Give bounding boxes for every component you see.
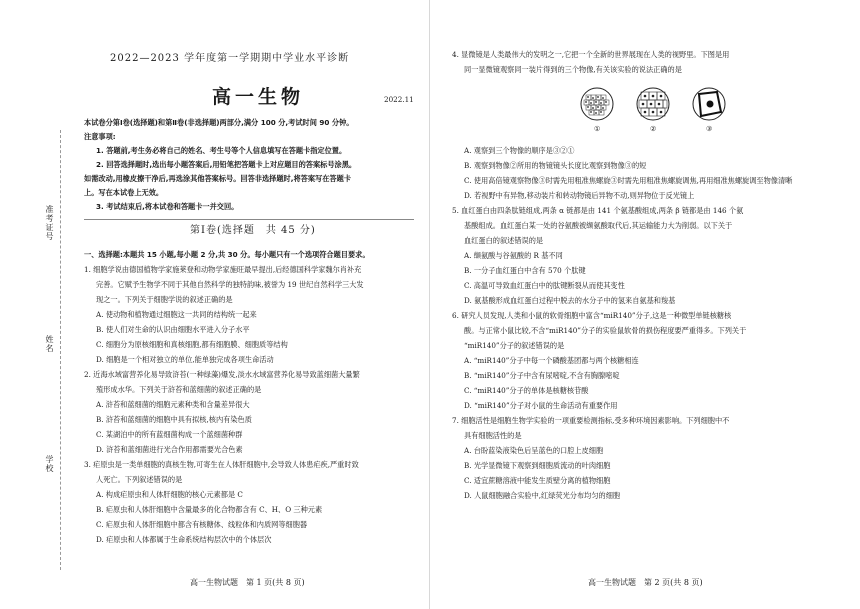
right-page-body <box>430 0 860 609</box>
question-line: 现之一。下列关于细胞学说的叙述正确的是 <box>96 295 233 304</box>
option-line: B. 一分子血红蛋白中含有 570 个肽键 <box>464 266 586 275</box>
intro-line: 1. 答题前,考生务必将自己的姓名、考生号等个人信息填写在答题卡指定位置。 <box>96 146 347 155</box>
question-line: 一、选择题:本题共 15 小题,每小题 2 分,共 30 分。每小题只有一个选项符合题目要求。 <box>84 250 370 259</box>
option-line: B. 观察到物像②所用的物镜镜头长度比观察到物像③的短 <box>464 161 647 170</box>
page-footer: 高一生物试题 第 2 页(共 8 页) <box>588 578 703 587</box>
option-line: A. 观察到三个物像的顺序是③②① <box>464 146 575 155</box>
option-line: D. 疟原虫和人体都属于生命系统结构层次中的个体层次 <box>96 535 272 544</box>
option-line: C. 高温可导致血红蛋白中的肽键断裂从而使其变性 <box>464 281 625 290</box>
option-line: A. “miR140”分子中每一个磷酸基团都与两个核糖相连 <box>464 356 639 365</box>
question-line: 5. 血红蛋白由四条肽链组成,两条 α 链都是由 141 个氨基酸组成,两条 β 链都是由 146 个氨 <box>452 206 744 215</box>
option-line: A. 使动物和植物通过细胞这一共同的结构统一起来 <box>96 310 257 319</box>
question-line: 4. 显微镜是人类最伟大的发明之一,它把一个全新的世界展现在人类的视野里。下图是用 <box>452 50 730 59</box>
intro-line: 注意事项: <box>84 132 116 141</box>
intro-line: 3. 考试结束后,将本试卷和答题卡一并交回。 <box>96 202 239 211</box>
question-line: 完善。它赋予生物学不同于其他自然科学的独特韵味,被誉为 19 世纪自然科学三大发 <box>96 280 364 289</box>
section-rule <box>84 219 414 220</box>
question-line: 3. 疟原虫是一类单细胞的真核生物,可寄生在人体肝细胞中,会导致人体患疟疾,严重时致 <box>84 460 359 469</box>
option-line: D. 人鼠细胞融合实验中,红绿荧光分布均匀的细胞 <box>464 491 621 500</box>
question-line: 基酸组成。血红蛋白某一处的谷氨酸被缬氨酸取代后,其运输能力大为削弱。以下关于 <box>464 221 733 230</box>
intro-line: 上。写在本试卷上无效。 <box>84 188 164 197</box>
option-line: B. 浒苔和蓝细菌的细胞中具有拟核,核内有染色质 <box>96 415 252 424</box>
option-line: C. 使用高倍镜观察物像③时需先用粗准焦螺旋③时需先用粗准焦螺旋调焦,再用细准焦螺旋调至物像清晰 <box>464 176 793 185</box>
option-line: A. 构成疟原虫和人体肝细胞的核心元素都是 C <box>96 490 243 499</box>
exam-date: 2022.11 <box>384 95 414 104</box>
option-line: A. 台盼蓝染液染色后呈蓝色的口腔上皮细胞 <box>464 446 604 455</box>
question-line: 6. 研究人员发现,人类和小鼠的软骨细胞中富含“miR140”分子,这是一种微型单链核糖核 <box>452 311 732 320</box>
option-line: A. 缬氨酸与谷氨酸的 R 基不同 <box>464 251 563 260</box>
margin-label-school: 学校 <box>45 455 54 473</box>
question-line: 7. 细胞活性是细胞生物学实验的一项重要检测指标,受多种环境因素影响。下列细胞中不 <box>452 416 730 425</box>
margin-label-name: 姓名 <box>45 335 54 353</box>
option-line: A. 浒苔和蓝细菌的细胞元素种类和含量差异很大 <box>96 400 250 409</box>
page-footer: 高一生物试题 第 1 页(共 8 页) <box>190 578 305 587</box>
option-line: D. 细胞是一个相对独立的单位,能单独完成各项生命活动 <box>96 355 274 364</box>
question-line: 人死亡。下列叙述错误的是 <box>96 475 183 484</box>
question-line: 同一显微镜观察同一装片得到的三个物像,有关该实验的说法正确的是 <box>464 65 682 74</box>
binding-margin-line <box>60 130 61 570</box>
option-line: B. 光学显微镜下观察到细胞质流动的叶肉细胞 <box>464 461 611 470</box>
option-line: D. 若视野中有异物,移动装片和转动物镜后异物不动,则异物位于反光镜上 <box>464 191 695 200</box>
question-line: 酸。与正常小鼠比较,不含“miR140”分子的实验鼠软骨的损伤程度要严重得多。下列关于 <box>464 326 747 335</box>
option-line: C. “miR140”分子的单体是核糖核苷酸 <box>464 386 589 395</box>
intro-line: 2. 回答选择题时,选出每小题答案后,用铅笔把答题卡上对应题目的答案标号涂黑。 <box>96 160 357 169</box>
intro-line: 本试卷分第Ⅰ卷(选择题)和第Ⅱ卷(非选择题)两部分,满分 100 分,考试时间 90 分钟。 <box>84 118 354 127</box>
page-title: 高一生物 <box>212 86 305 108</box>
option-line: D. 浒苔和蓝细菌进行光合作用都需要光合色素 <box>96 445 243 454</box>
figure-label: ① <box>594 125 601 133</box>
question-line: 血红蛋白的叙述错误的是 <box>464 236 544 245</box>
margin-label-exam-number: 准考证号 <box>45 205 54 241</box>
question-line: 1. 细胞学说由德国植物学家施莱登和动物学家施旺最早提出,后经德国科学家魏尔肖补充 <box>84 265 362 274</box>
option-line: B. 使人们对生命的认识由细胞水平进入分子水平 <box>96 325 250 334</box>
question-line: 2. 近海水域富营养化易导致浒苔(一种绿藻)爆发,淡水水域富营养化易导致蓝细菌大量繁 <box>84 370 360 379</box>
question-line: 殖形成水华。下列关于浒苔和蓝细菌的叙述正确的是 <box>96 385 262 394</box>
question-line: “miR140”分子的叙述错误的是 <box>464 341 565 350</box>
figure-label: ③ <box>706 125 713 133</box>
option-line: B. 疟原虫和人体肝细胞中含量最多的化合物都含有 C、H、O 三种元素 <box>96 505 323 514</box>
option-line: C. 适宜蔗糖溶液中能发生质壁分离的植物细胞 <box>464 476 611 485</box>
intro-line: 如需改动,用橡皮擦干净后,再选涂其他答案标号。回答非选择题时,将答案写在答题卡 <box>84 174 351 183</box>
option-line: D. “miR140”分子对小鼠的生命活动有重要作用 <box>464 401 618 410</box>
option-line: C. 某湖泊中的所有蓝细菌构成一个蓝细菌种群 <box>96 430 243 439</box>
option-line: C. 细胞分为原核细胞和真核细胞,都有细胞膜、细胞质等结构 <box>96 340 288 349</box>
exam-header: 2022—2023 学年度第一学期期中学业水平诊断 <box>110 53 350 64</box>
option-line: D. 氨基酸形成血红蛋白过程中脱去的水分子中的氢来自氨基和羧基 <box>464 296 676 305</box>
question-line: 具有细胞活性的是 <box>464 431 522 440</box>
option-line: B. “miR140”分子中含有尿嘧啶,不含有胸腺嘧啶 <box>464 371 620 380</box>
option-line: C. 疟原虫和人体肝细胞中都含有核糖体、线粒体和内质网等细胞器 <box>96 520 308 529</box>
figure-label: ② <box>650 125 657 133</box>
section-title: 第Ⅰ卷(选择题 共 45 分) <box>190 225 316 236</box>
